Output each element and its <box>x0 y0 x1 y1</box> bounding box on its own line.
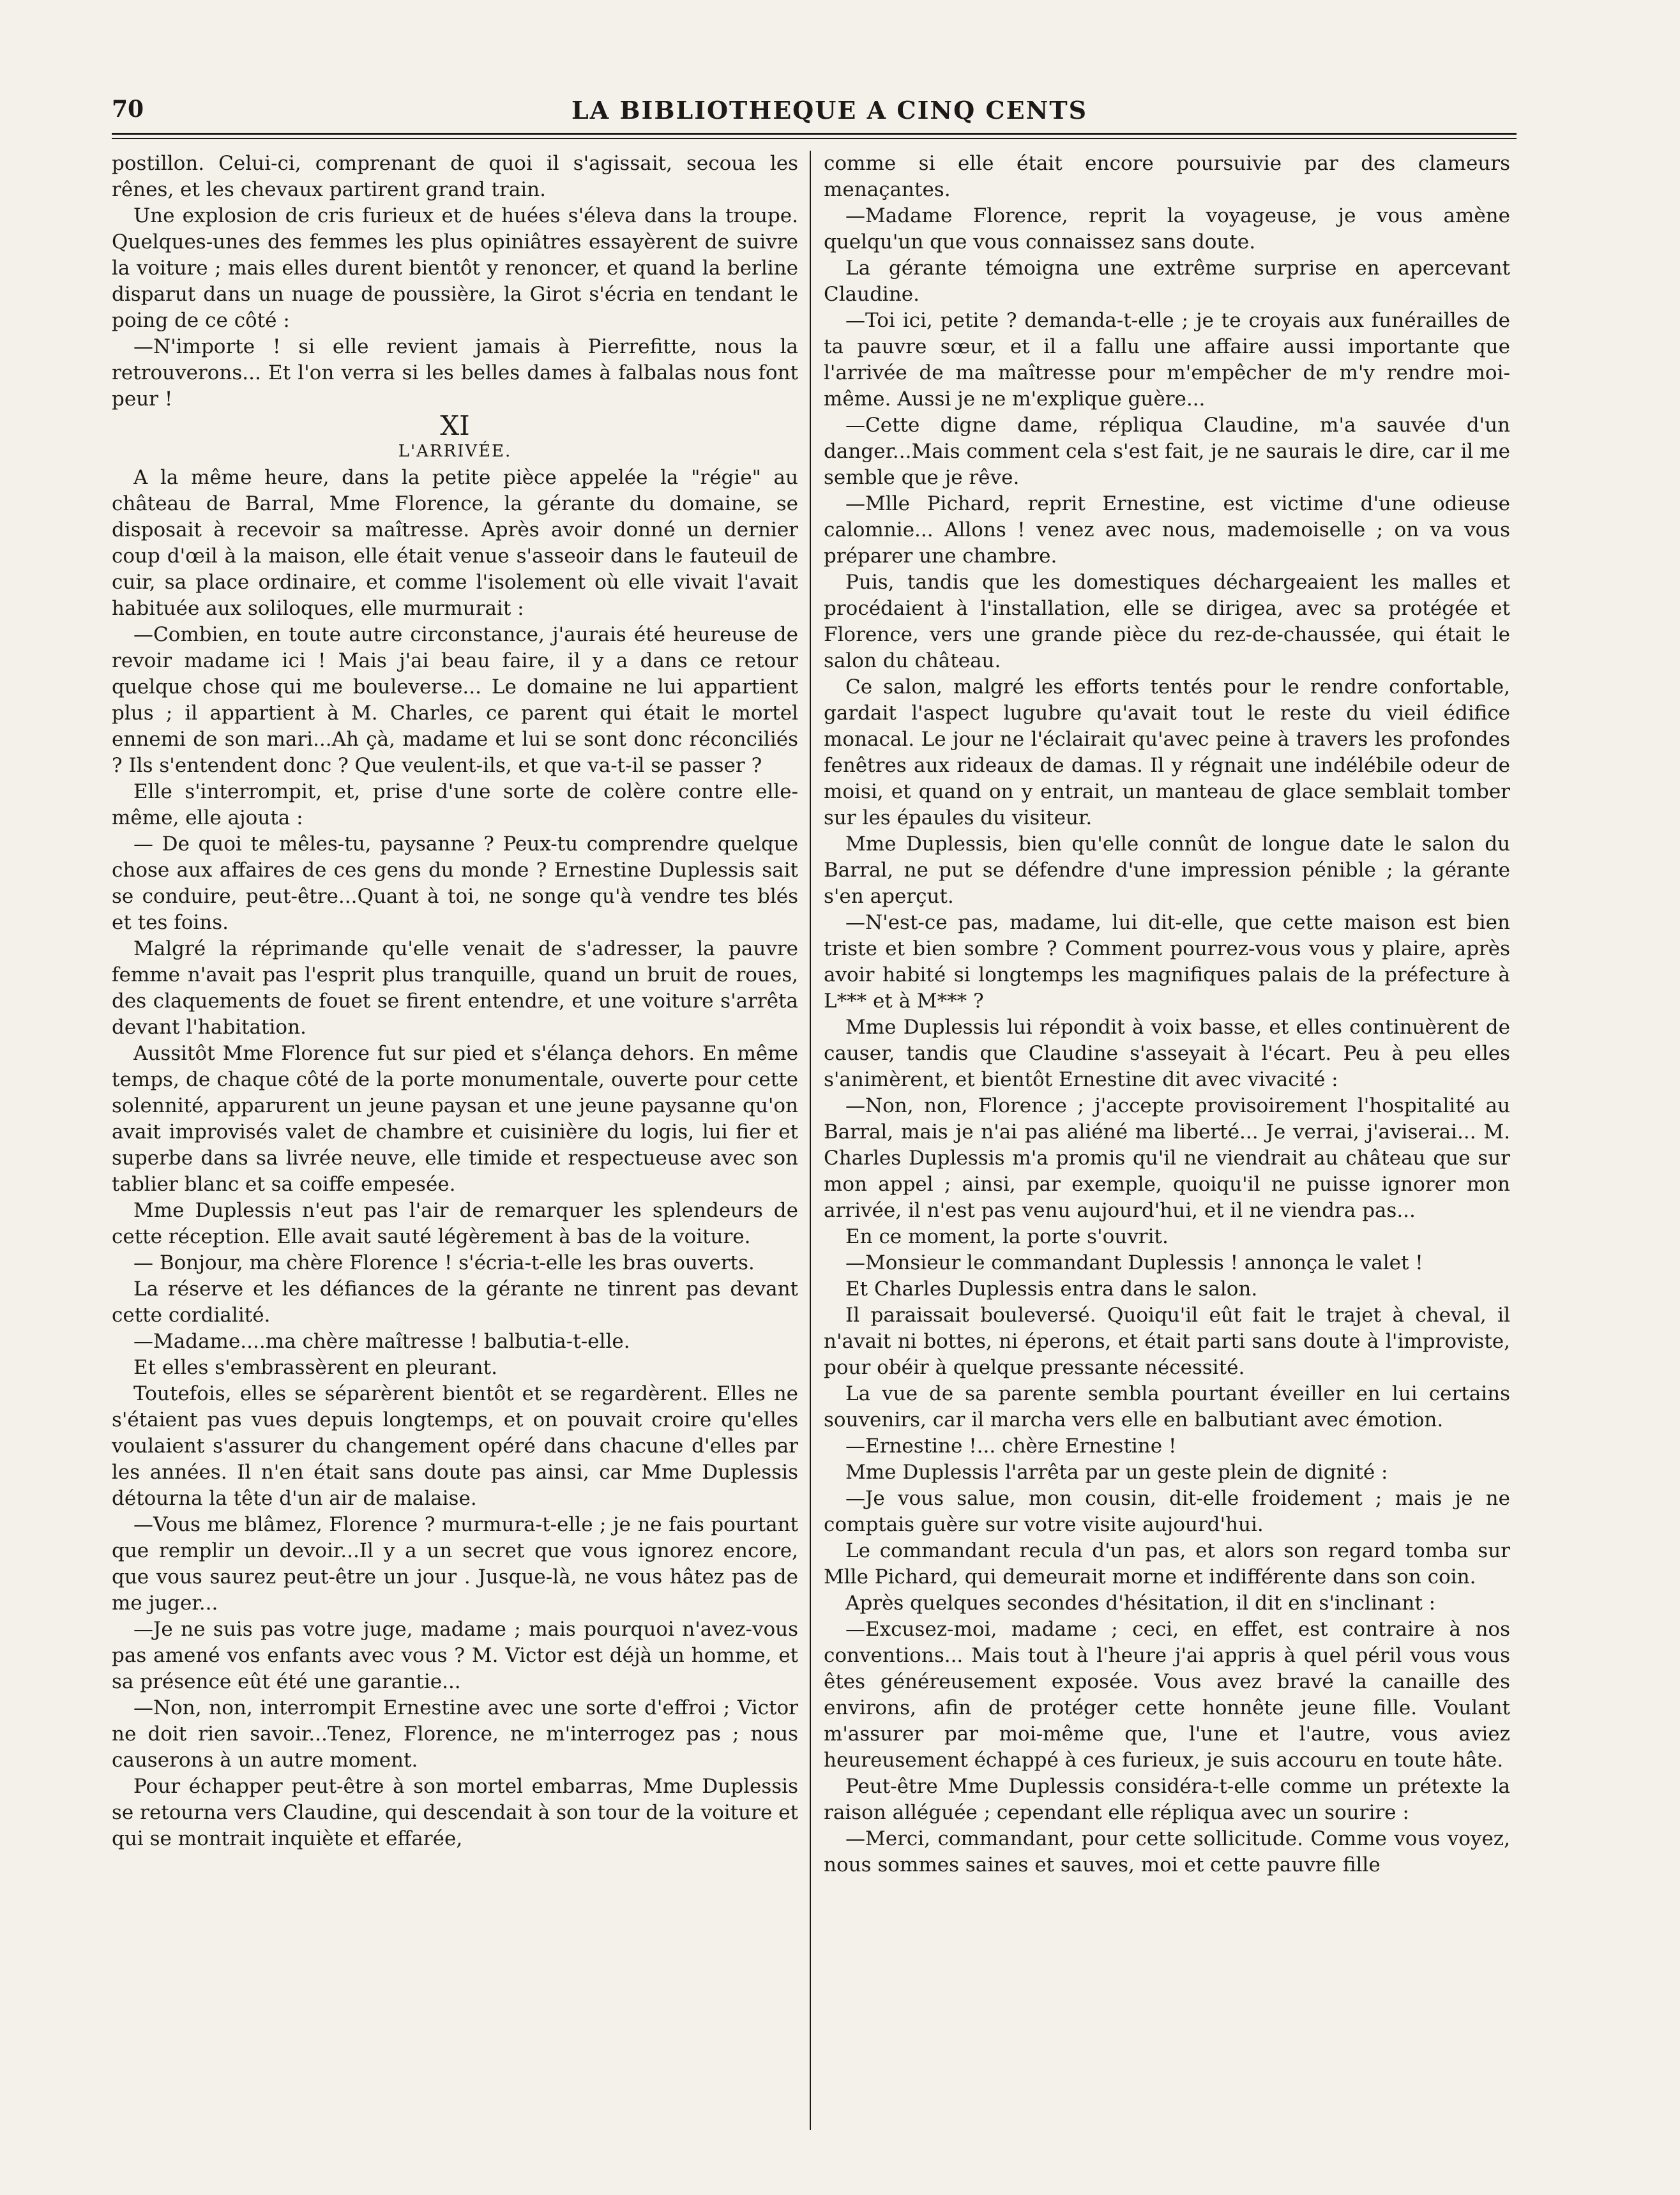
paragraph: Et Charles Duplessis entra dans le salon. <box>845 1278 1258 1301</box>
paragraph: —Madame....ma chère maîtresse ! balbutia-t-elle. <box>133 1330 630 1353</box>
section-title: L'ARRIVÉE. <box>398 442 512 461</box>
paragraph: —Monsieur le commandant Duplessis ! annonça le valet ! <box>845 1251 1423 1274</box>
paragraph: —Ernestine !... chère Ernestine ! <box>845 1435 1177 1458</box>
paragraph: Malgré la réprimande qu'elle venait de s'adresser, la pauvre femme n'avait pas l'esprit plus tranquille, quand un bruit de roues, des claquements de fouet se firent entendre, et une voiture s'arrêta devant l'habitation. <box>112 937 798 1039</box>
page-number: 70 <box>112 96 144 123</box>
paragraph: —Combien, en toute autre circonstance, j'aurais été heureuse de revoir madame ici ! Mais j'ai beau faire, il y a dans ce retour quelque chose qui me bouleverse... Le domaine ne lui appartient plus ; il appartient à M. Charles, ce parent qui était le mortel ennemi de son mari...Ah çà, madame et lui se sont donc réconciliés ? Ils s'entendent donc ? Que veulent-ils, et que va-t-il se passer ? <box>112 623 798 777</box>
paragraph: Mme Duplessis lui répondit à voix basse, et elles continuèrent de causer, tandis que Claudine s'asseyait à l'écart. Peu à peu elles s'animèrent, et bientôt Ernestine dit avec vivacité : <box>824 1016 1510 1091</box>
paragraph: Pour échapper peut-être à son mortel embarras, Mme Duplessis se retourna vers Claudine, qui descendait à son tour de la voiture et qui se montrait inquiète et effarée, <box>112 1775 798 1850</box>
paragraph: En ce moment, la porte s'ouvrit. <box>845 1225 1169 1248</box>
paragraph: Peut-être Mme Duplessis considéra-t-elle comme un prétexte la raison alléguée ; cependant elle répliqua avec un sourire : <box>824 1775 1510 1824</box>
left-column <box>112 151 810 2130</box>
paragraph: —Non, non, interrompit Ernestine avec une sorte d'effroi ; Victor ne doit rien savoir...Tenez, Florence, ne m'interrogez pas ; nous causerons à un autre moment. <box>112 1696 798 1772</box>
paragraph: —Vous me blâmez, Florence ? murmura-t-elle ; je ne fais pourtant que remplir un devoir...Il y a un secret que vous ignorez encore, que vous saurez peut-être un jour . Jusque-là, ne vous hâtez pas de me juger... <box>112 1513 798 1615</box>
paragraph: —Je ne suis pas votre juge, madame ; mais pourquoi n'avez-vous pas amené vos enfants avec vous ? M. Victor est déjà un homme, et sa présence eût été une garantie... <box>112 1618 798 1693</box>
right-column <box>810 151 1510 2130</box>
running-title: LA BIBLIOTHEQUE A CINQ CENTS <box>571 96 1088 124</box>
paragraph: —Non, non, Florence ; j'accepte provisoirement l'hospitalité au Barral, mais je n'ai pas aliéné ma liberté... Je verrai, j'aviserai... M. Charles Duplessis m'a promis qu'il ne viendrait au château que sur mon appel ; ainsi, par exemple, quoiqu'il ne puisse ignorer mon arrivée, il n'est pas venu aujourd'hui, et il ne viendra pas... <box>824 1094 1510 1222</box>
paragraph: —Merci, commandant, pour cette sollicitude. Comme vous voyez, nous sommes saines et sauves, moi et cette pauvre fille <box>824 1827 1510 1876</box>
paragraph: La réserve et les défiances de la gérante ne tinrent pas devant cette cordialité. <box>112 1278 798 1327</box>
paragraph: La gérante témoigna une extrême surprise en apercevant Claudine. <box>824 257 1510 306</box>
paragraph: —Toi ici, petite ? demanda-t-elle ; je te croyais aux funérailles de ta pauvre sœur, et il a fallu une affaire aussi importante que l'arrivée de ma maîtresse pour m'empêcher de m'y rendre moi-même. Aussi je ne m'explique guère... <box>824 309 1510 411</box>
paragraph: —Je vous salue, mon cousin, dit-elle froidement ; mais je ne comptais guère sur votre visite aujourd'hui. <box>824 1487 1510 1536</box>
paragraph: Elle s'interrompit, et, prise d'une sorte de colère contre elle-même, elle ajouta : <box>112 780 798 829</box>
paragraph: —N'importe ! si elle revient jamais à Pierrefitte, nous la retrouverons... Et l'on verra si les belles dames à falbalas nous font peur ! <box>112 335 798 411</box>
paragraph: Et elles s'embrassèrent en pleurant. <box>133 1356 497 1379</box>
page-header <box>112 96 1517 128</box>
paragraph: La vue de sa parente sembla pourtant éveiller en lui certains souvenirs, car il marcha vers elle en balbutiant avec émotion. <box>824 1382 1510 1431</box>
paragraph: Il paraissait bouleversé. Quoiqu'il eût fait le trajet à cheval, il n'avait ni bottes, ni éperons, et était parti sans doute à l'improviste, pour obéir à quelque pressante nécessité. <box>824 1304 1510 1379</box>
section-number: XI <box>440 410 470 441</box>
paragraph: Après quelques secondes d'hésitation, il dit en s'inclinant : <box>845 1592 1436 1615</box>
paragraph: Mme Duplessis n'eut pas l'air de remarquer les splendeurs de cette réception. Elle avait sauté légèrement à bas de la voiture. <box>112 1199 798 1248</box>
paragraph: —Excusez-moi, madame ; ceci, en effet, est contraire à nos conventions... Mais tout à l'heure j'ai appris à quel péril vous vous êtes généreusement exposée. Vous avez bravé la canaille des environs, afin de protéger cette honnête jeune fille. Voulant m'assurer par moi-même que, l'une et l'autre, vous aviez heureusement échappé à ces furieux, je suis accouru en toute hâte. <box>824 1618 1510 1772</box>
paragraph: Puis, tandis que les domestiques déchargeaient les malles et procédaient à l'installation, elle se dirigea, avec sa protégée et Florence, vers une grande pièce du rez-de-chaussée, qui était le salon du château. <box>824 571 1510 672</box>
paragraph: Mme Duplessis, bien qu'elle connût de longue date le salon du Barral, ne put se défendre d'une impression pénible ; la gérante s'en aperçut. <box>824 833 1510 908</box>
paragraph: —Cette digne dame, répliqua Claudine, m'a sauvée d'un danger...Mais comment cela s'est fait, je ne saurais le dire, car il me semble que je rêve. <box>824 414 1510 489</box>
paragraph: Toutefois, elles se séparèrent bientôt et se regardèrent. Elles ne s'étaient pas vues depuis longtemps, et on pouvait croire qu'elles voulaient s'assurer du changement opéré dans chacune d'elles par les années. Il n'en était sans doute pas ainsi, car Mme Duplessis détourna la tête d'un air de malaise. <box>112 1382 798 1510</box>
paragraph: comme si elle était encore poursuivie par des clameurs menaçantes. <box>824 152 1510 201</box>
text-columns <box>112 151 1517 2130</box>
paragraph: Aussitôt Mme Florence fut sur pied et s'élança dehors. En même temps, de chaque côté de la porte monumentale, ouverte pour cette solennité, apparurent un jeune paysan et une jeune paysanne qu'on avait improvisés valet de chambre et cuisinière du logis, lui fier et superbe dans sa livrée neuve, elle timide et respectueuse avec son tablier blanc et sa coiffe empesée. <box>112 1042 798 1196</box>
paragraph: — De quoi te mêles-tu, paysanne ? Peux-tu comprendre quelque chose aux affaires de ces gens du monde ? Ernestine Duplessis sait se conduire, peut-être...Quant à toi, ne songe qu'à vendre tes blés et tes foins. <box>112 833 798 934</box>
paragraph: Mme Duplessis l'arrêta par un geste plein de dignité : <box>845 1461 1388 1484</box>
paragraph: A la même heure, dans la petite pièce appelée la "régie" au château de Barral, Mme Florence, la gérante du domaine, se disposait à recevoir sa maîtresse. Après avoir donné un dernier coup d'œil à la maison, elle était venue s'asseoir dans le fauteuil de cuir, sa place ordinaire, et comme l'isolement où elle vivait l'avait habituée aux soliloques, elle murmurait : <box>112 466 798 620</box>
paragraph: —N'est-ce pas, madame, lui dit-elle, que cette maison est bien triste et bien sombre ? Comment pourrez-vous vous y plaire, après avoir habité si longtemps les magnifiques palais de la préfecture à L*** et à M*** ? <box>824 911 1510 1013</box>
newspaper-page <box>112 96 1517 2139</box>
paragraph: Une explosion de cris furieux et de huées s'éleva dans la troupe. Quelques-unes des femmes les plus opiniâtres essayèrent de suivre la voiture ; mais elles durent bientôt y renoncer, et quand la berline disparut dans un nuage de poussière, la Girot s'écria en tendant le poing de ce côté : <box>112 204 798 332</box>
paragraph: — Bonjour, ma chère Florence ! s'écria-t-elle les bras ouverts. <box>133 1251 755 1274</box>
paragraph: Le commandant recula d'un pas, et alors son regard tomba sur Mlle Pichard, qui demeurait morne et indifférente dans son coin. <box>824 1539 1510 1588</box>
paragraph: —Madame Florence, reprit la voyageuse, je vous amène quelqu'un que vous connaissez sans doute. <box>824 204 1510 253</box>
paragraph: Ce salon, malgré les efforts tentés pour le rendre confortable, gardait l'aspect lugubre qu'avait tout le reste du vieil édifice monacal. Le jour ne l'éclairait qu'avec peine à travers les profondes fenêtres aux rideaux de damas. Il y régnait une indélébile odeur de moisi, et quand on y entrait, un manteau de glace semblait tomber sur les épaules du visiteur. <box>824 675 1510 829</box>
paragraph: —Mlle Pichard, reprit Ernestine, est victime d'une odieuse calomnie... Allons ! venez avec nous, mademoiselle ; on va vous préparer une chambre. <box>824 492 1510 568</box>
header-double-rule <box>112 133 1517 139</box>
paragraph: postillon. Celui-ci, comprenant de quoi il s'agissait, secoua les rênes, et les chevaux partirent grand train. <box>112 152 798 201</box>
